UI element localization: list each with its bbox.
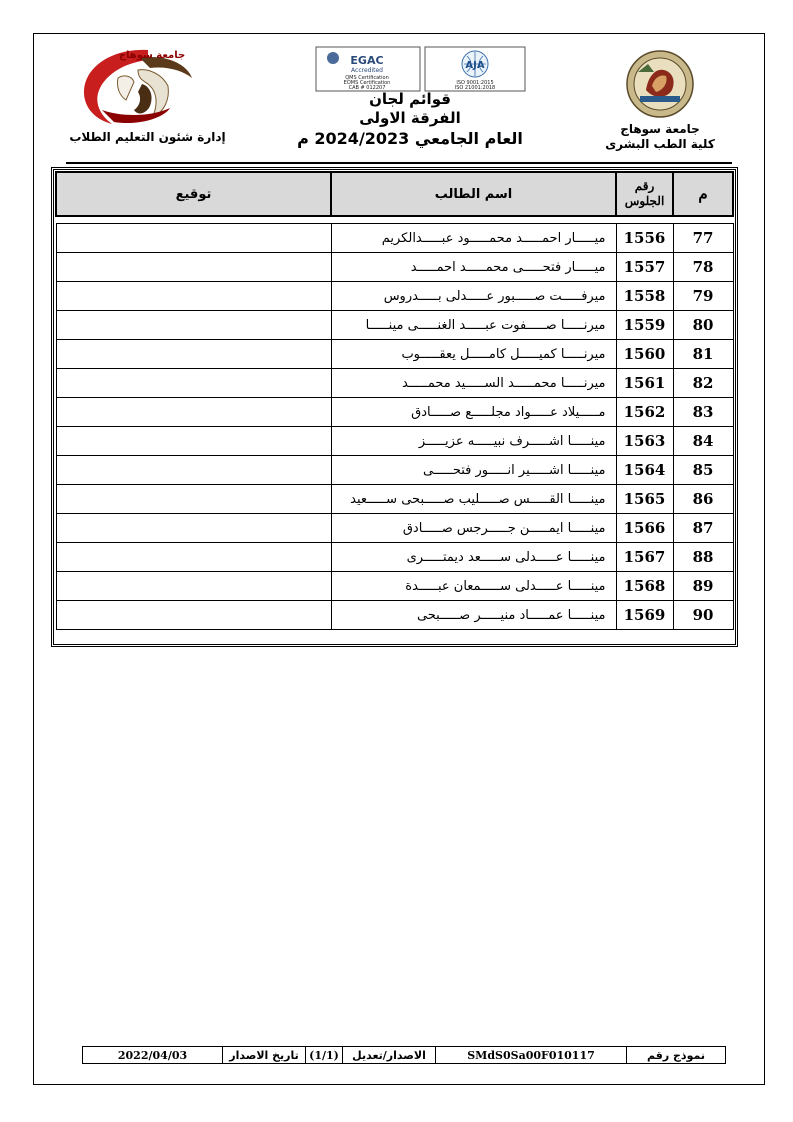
table-row [56,485,733,514]
student-name: مينـــــا عمـــــاد منيـــــر صـــــبحى [331,601,616,630]
student-name: ميرنـــــا كميـــــل كامـــــل يعقـــــوب [331,340,616,369]
seat-number: 1567 [616,543,673,572]
student-affairs-logo [78,44,196,126]
student-name: ميرنـــــا صـــــفوت عبـــــد الغنـــــى مينـــــا [331,311,616,340]
year-level: الفرقة الاولى [359,109,461,127]
svg-text:AJA: AJA [465,60,485,71]
signature-cell[interactable] [56,224,331,253]
table-row [56,427,733,456]
seat-number: 1565 [616,485,673,514]
seat-number: 1564 [616,456,673,485]
header-gap [56,216,733,224]
col-header-seat [616,172,673,216]
signature-cell[interactable] [56,427,331,456]
seat-number: 1566 [616,514,673,543]
signature-cell[interactable] [56,369,331,398]
student-name: ميرفـــــت صـــــبور عـــــدلى بـــــدروس [331,282,616,311]
table-row [56,369,733,398]
issue-date-label: تاريخ الاصدار [222,1047,305,1063]
student-name: مـــــيلاد عـــــواد مجلـــــع صـــــادق [331,398,616,427]
row-number: 81 [673,340,733,369]
signature-cell[interactable] [56,456,331,485]
document-title [290,90,530,149]
committee-list-table [51,167,738,647]
university-name: جامعة سوهاج [620,122,700,136]
row-number: 86 [673,485,733,514]
seat-number: 1556 [616,224,673,253]
table-row [56,543,733,572]
row-number: 88 [673,543,733,572]
student-name: ميـــــار احمـــــد محمـــــود عبـــــدالكريم [331,224,616,253]
signature-cell[interactable] [56,398,331,427]
signature-cell[interactable] [56,485,331,514]
table-row [56,282,733,311]
table-row [56,253,733,282]
faculty-name: كلية الطب البشرى [605,137,715,151]
academic-year: العام الجامعي 2024/2023 م [297,129,523,148]
row-number: 84 [673,427,733,456]
svg-text:Accredited: Accredited [351,67,383,74]
table-row [56,572,733,601]
seat-number: 1568 [616,572,673,601]
seat-number: 1559 [616,311,673,340]
svg-text:ISO 21001:2018: ISO 21001:2018 [454,85,496,91]
student-name: مينـــــا ايمـــــن جـــــرجس صـــــادق [331,514,616,543]
col-header-signature: توقيع [56,172,331,216]
row-number: 78 [673,253,733,282]
student-name: ميرنـــــا محمـــــد الســـــيد محمـــــد [331,369,616,398]
student-name: مينـــــا عـــــدلى ســـــعد ديمتـــــرى [331,543,616,572]
signature-cell[interactable] [56,543,331,572]
col-header-student-name: اسم الطالب [331,172,616,216]
department-caption: إدارة شئون التعليم الطلاب [69,130,226,144]
signature-cell[interactable] [56,340,331,369]
col-header-seat-line2: الجلوس [624,194,665,208]
svg-text:جامعة سوهاج: جامعة سوهاج [118,50,186,61]
form-footer [82,1046,726,1064]
seat-number: 1562 [616,398,673,427]
seat-number: 1557 [616,253,673,282]
student-name: مينـــــا اشـــــير انـــــور فتحـــــى [331,456,616,485]
row-number: 79 [673,282,733,311]
row-number: 90 [673,601,733,630]
form-number-label: نموذج رقم [626,1047,725,1063]
row-number: 77 [673,224,733,253]
table-row [56,224,733,253]
signature-cell[interactable] [56,572,331,601]
row-number: 89 [673,572,733,601]
seat-number: 1561 [616,369,673,398]
row-number: 85 [673,456,733,485]
col-header-seat-line1: رقم [634,179,655,193]
faculty-caption [600,122,720,152]
row-number: 82 [673,369,733,398]
student-name: مينـــــا عـــــدلى ســـــمعان عبـــــدة [331,572,616,601]
student-name: ميـــــار فتحـــــى محمـــــد احمـــــد [331,253,616,282]
certification-badges [315,46,527,92]
col-header-number: م [673,172,733,216]
sohag-university-logo [626,50,694,118]
svg-text:QMS Certification: QMS Certification [345,75,389,81]
seat-number: 1563 [616,427,673,456]
svg-text:EGAC: EGAC [350,54,384,67]
row-number: 87 [673,514,733,543]
student-name: مينـــــا القـــــس صـــــليب صـــــبحى ســـــعيد [331,485,616,514]
table-row [56,340,733,369]
signature-cell[interactable] [56,514,331,543]
header-divider [66,162,732,164]
table-row [56,514,733,543]
list-title: قوائم لجان [369,90,451,108]
table-header-row [56,172,733,216]
issue-date-value: 2022/04/03 [117,1048,188,1062]
svg-text:EOMS Certification: EOMS Certification [343,80,391,86]
table-row [56,311,733,340]
signature-cell[interactable] [56,601,331,630]
row-number: 83 [673,398,733,427]
svg-text:CAB # 012207: CAB # 012207 [348,85,386,91]
revision-label: الاصدار/تعديل [342,1047,435,1063]
student-name: مينـــــا اشـــــرف نبيـــــه عزيـــــز [331,427,616,456]
row-number: 80 [673,311,733,340]
seat-number: 1558 [616,282,673,311]
table-row [56,456,733,485]
revision-value: (1/1) [305,1047,342,1063]
table-row [56,398,733,427]
seat-number: 1560 [616,340,673,369]
seat-number: 1569 [616,601,673,630]
svg-text:ISO 9001:2015: ISO 9001:2015 [456,80,494,86]
signature-cell[interactable] [56,311,331,340]
signature-cell[interactable] [56,253,331,282]
table-row [56,601,733,630]
signature-cell[interactable] [56,282,331,311]
form-number-value: SMdS0Sa00F010117 [435,1047,626,1063]
